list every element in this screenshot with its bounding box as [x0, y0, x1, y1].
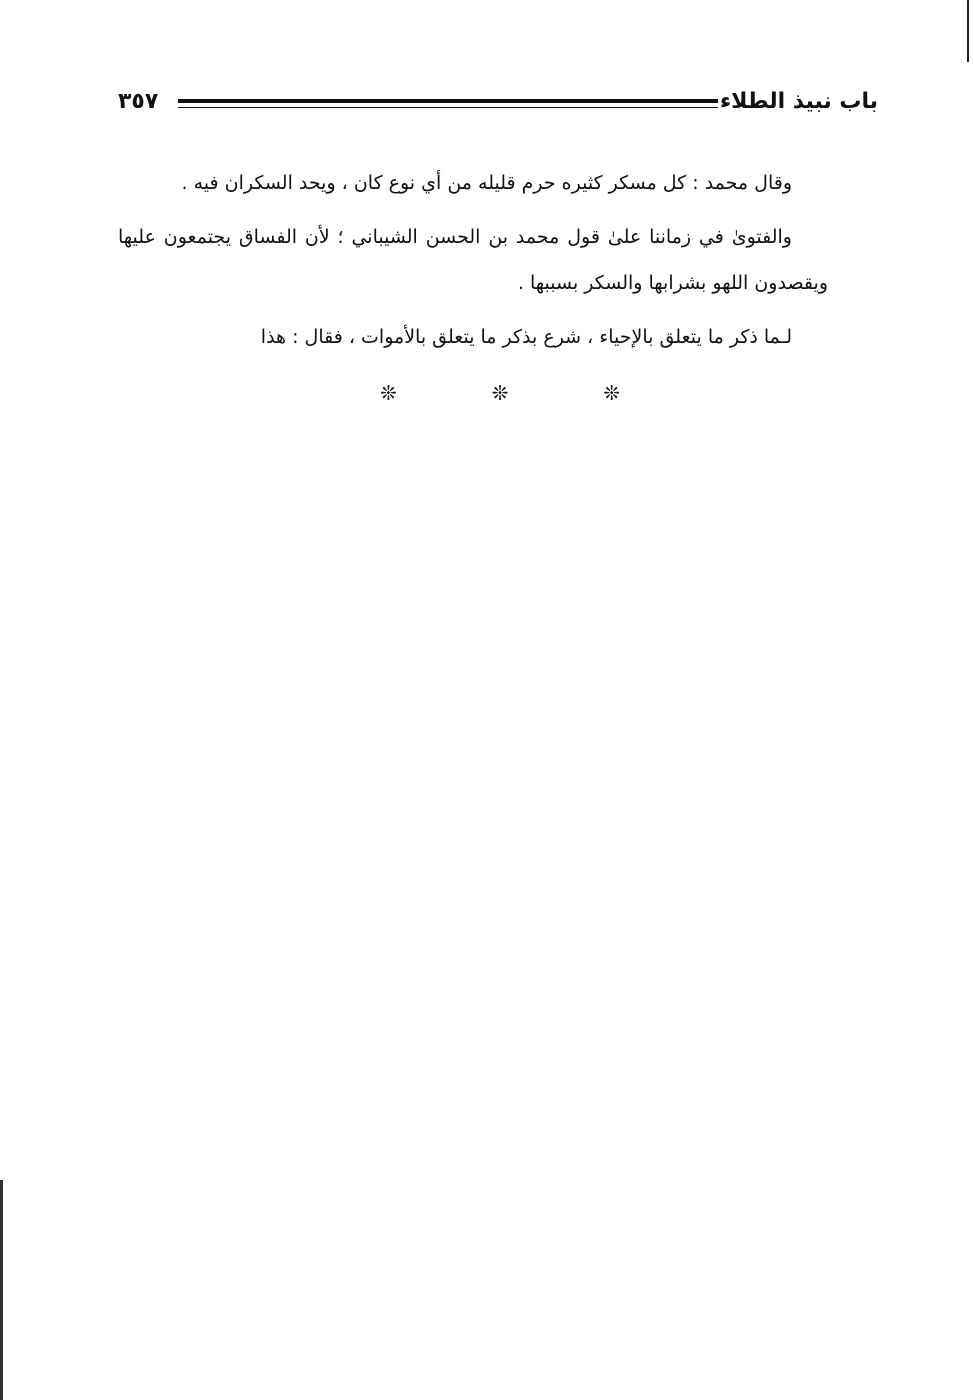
paragraph: لـما ذكر ما يتعلق بالإحياء ، شرع بذكر ما يتعلق بالأموات ، فقال : هذا — [260, 326, 792, 348]
header-rule — [178, 99, 718, 103]
paragraph: والفتوىٰ في زماننا علىٰ قول محمد بن الحسن الشيباني ؛ لأن الفساق يجتمعون عليها ويقصدون اللهو بشرابها والسكر بسببها . — [118, 226, 828, 294]
asterism-icon: ❊ — [380, 381, 397, 405]
header-rule-thin — [178, 107, 718, 108]
body-text — [118, 160, 828, 368]
paragraph: وقال محمد : كل مسكر كثيره حرم قليله من أي نوع كان ، ويحد السكران فيه . — [181, 172, 792, 194]
scan-edge-mark — [0, 1180, 3, 1400]
chapter-title: باب نبيذ الطلاء — [719, 89, 878, 114]
asterism-icon: ❊ — [491, 381, 509, 405]
page-number: ٣٥٧ — [118, 89, 159, 114]
scan-edge-mark — [967, 0, 969, 62]
section-separator — [380, 378, 620, 408]
asterism-icon: ❊ — [603, 381, 620, 405]
page-header — [118, 82, 878, 126]
